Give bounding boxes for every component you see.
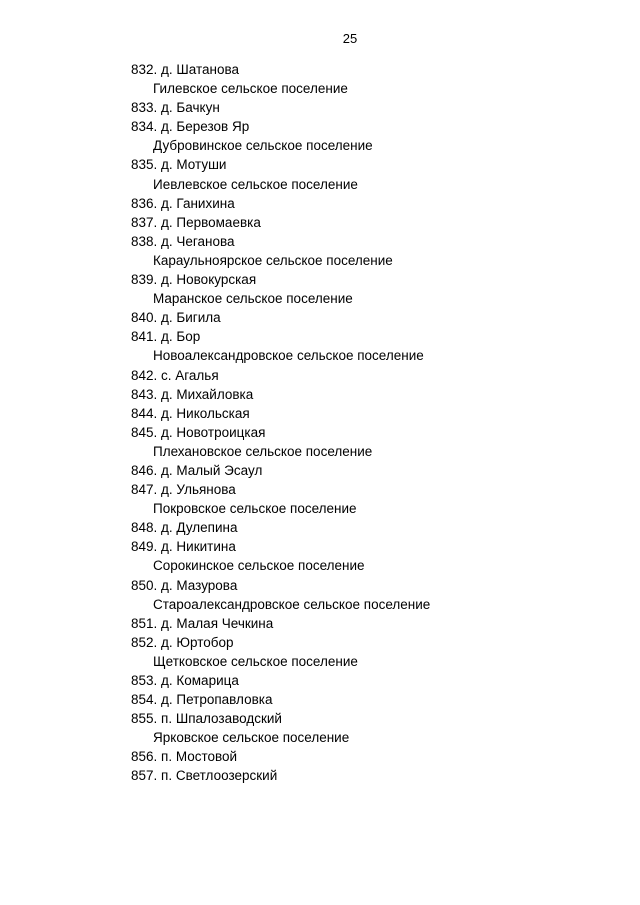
settlement-heading: Покровское сельское поселение (153, 501, 357, 517)
settlement-heading: Ярковское сельское поселение (153, 730, 350, 746)
settlement-heading: Староалександровское сельское поселение (153, 596, 431, 612)
settlement-heading: Сорокинское сельское поселение (153, 558, 365, 574)
list-item: 853. д. Комарица (131, 673, 239, 688)
list-item: 855. п. Шпалозаводский (131, 711, 282, 727)
list-item: 854. д. Петропавловка (131, 692, 273, 708)
list-item: 832. д. Шатанова (131, 62, 240, 77)
list-item: 856. п. Мостовой (131, 749, 238, 765)
list-item: 845. д. Новотроицкая (131, 424, 266, 440)
list-item: 847. д. Ульянова (131, 482, 236, 498)
list-item: 843. д. Михайловка (131, 386, 254, 402)
settlement-heading: Маранское сельское поселение (153, 291, 353, 307)
list-item: 846. д. Малый Эсаул (131, 462, 263, 478)
list-item: 852. д. Юртобор (131, 634, 234, 650)
list-item: 835. д. Мотуши (131, 157, 227, 173)
settlement-heading: Караульноярское сельское поселение (153, 252, 393, 268)
list-item: 838. д. Чеганова (131, 233, 235, 249)
settlement-heading: Плехановское сельское поселение (153, 443, 373, 459)
list-item: 849. д. Никитина (131, 539, 236, 555)
list-item: 850. д. Мазурова (131, 577, 238, 593)
list-item: 833. д. Бачкун (131, 100, 220, 116)
list-item: 841. д. Бор (131, 329, 201, 345)
list-item: 842. с. Агалья (131, 367, 219, 383)
list-item: 848. д. Дулепина (131, 520, 238, 536)
list-item: 840. д. Бигила (131, 310, 221, 326)
list-item: 857. п. Светлоозерский (131, 768, 278, 784)
list-item: 851. д. Малая Чечкина (131, 615, 274, 631)
settlement-heading: Щетковское сельское поселение (153, 653, 358, 669)
list-item: 837. д. Первомаевка (131, 214, 261, 230)
list-item: 836. д. Ганихина (131, 195, 235, 211)
list-item: 834. д. Березов Яр (131, 119, 250, 135)
page-number: 25 (342, 31, 358, 46)
settlement-heading: Гилевское сельское поселение (153, 81, 348, 97)
settlement-heading: Дубровинское сельское поселение (153, 138, 373, 154)
settlement-heading: Новоалександровское сельское поселение (153, 348, 424, 364)
list-item: 839. д. Новокурская (131, 272, 257, 288)
list-item: 844. д. Никольская (131, 405, 250, 421)
settlement-list (131, 60, 430, 786)
settlement-heading: Иевлевское сельское поселение (153, 176, 358, 192)
